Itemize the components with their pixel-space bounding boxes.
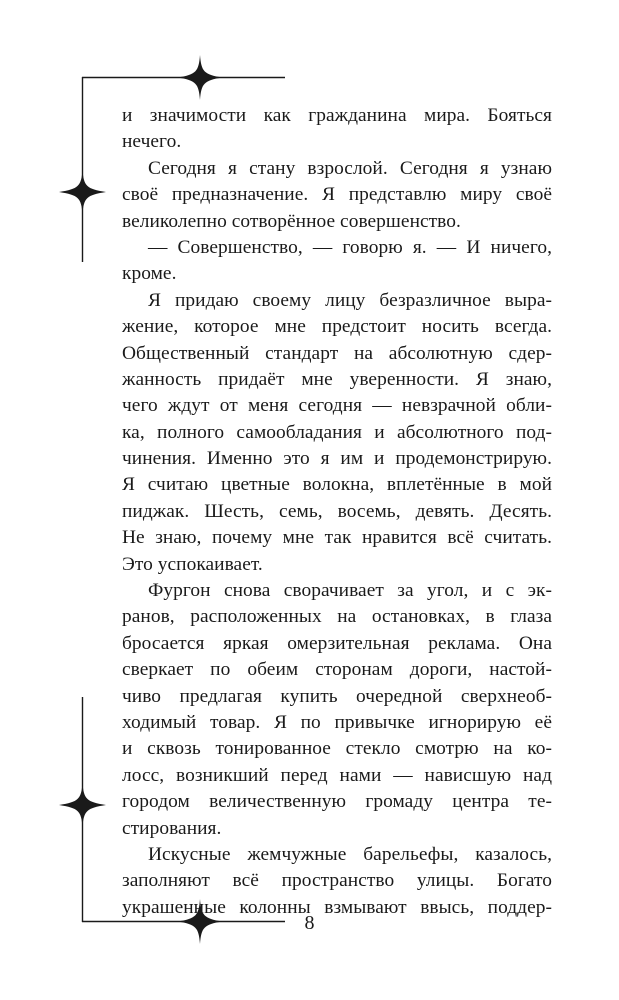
- text-line: Общественный стандарт на абсолютную сдер-: [122, 342, 552, 364]
- text-line: ходимый товар. Я по привычке игнорирую её: [122, 711, 552, 733]
- text-line: нечего.: [122, 131, 182, 153]
- text-line: Сегодня я стану взрослой. Сегодня я узнаю: [148, 157, 552, 179]
- text-line: чиво предлагая купить очередной сверхнеоб-: [122, 685, 552, 707]
- text-line: и сквозь тонированное стекло смотрю на ко-: [122, 738, 552, 760]
- text-line: ранов, расположенных на остановках, в глаза: [122, 606, 552, 628]
- text-line: и значимости как гражданина мира. Бояться: [122, 105, 552, 126]
- text-line: — Совершенство, — говорю я. — И ничего,: [148, 236, 552, 258]
- text-line: лосс, возникший перед нами — нависшую над: [122, 764, 552, 786]
- text-line: Я считаю цветные волокна, вплетённые в мой: [122, 474, 552, 496]
- text-line: пиджак. Шесть, семь, восемь, девять. Десять.: [122, 500, 552, 522]
- text-line: бросается яркая омерзительная реклама. Она: [122, 632, 552, 654]
- four-point-star-icon: [59, 783, 106, 827]
- text-line: Я придаю своему лицу безразличное выра-: [148, 289, 552, 311]
- page-number: 8: [304, 912, 315, 934]
- text-line: городом величественную громаду центра те-: [122, 791, 552, 813]
- text-line: своё предназначение. Я представлю миру своё: [122, 184, 552, 206]
- text-line: заполняют всё пространство улицы. Богато: [122, 870, 552, 892]
- text-line: чинения. Именно это я им и продемонстрирую.: [122, 448, 552, 470]
- text-line: Искусные жемчужные барельефы, казалось,: [148, 843, 552, 865]
- body-text: [122, 103, 552, 921]
- text-line: великолепно сотворённое совершенство.: [122, 210, 461, 232]
- four-point-star-icon: [59, 170, 106, 214]
- text-line: ка, полного самообладания и абсолютного под-: [122, 421, 552, 443]
- text-line: Это успокаивает.: [122, 553, 263, 575]
- text-line: кроме.: [122, 263, 177, 285]
- text-line: чего ждут от меня сегодня — невзрачной обли-: [122, 395, 552, 417]
- text-line: украшенные колонны взмывают ввысь, поддер-: [122, 896, 552, 918]
- text-line: Не знаю, почему мне так нравится всё считать.: [122, 527, 552, 549]
- text-line: сверкает по обеим сторонам дороги, настой-: [122, 659, 552, 681]
- text-line: Фургон снова сворачивает за угол, и с эк-: [148, 580, 552, 602]
- four-point-star-icon: [178, 55, 222, 100]
- text-line: жанность придаёт мне уверенности. Я знаю,: [122, 368, 552, 390]
- text-line: жение, которое мне предстоит носить всегда.: [122, 316, 552, 338]
- text-line: стирования.: [122, 817, 222, 839]
